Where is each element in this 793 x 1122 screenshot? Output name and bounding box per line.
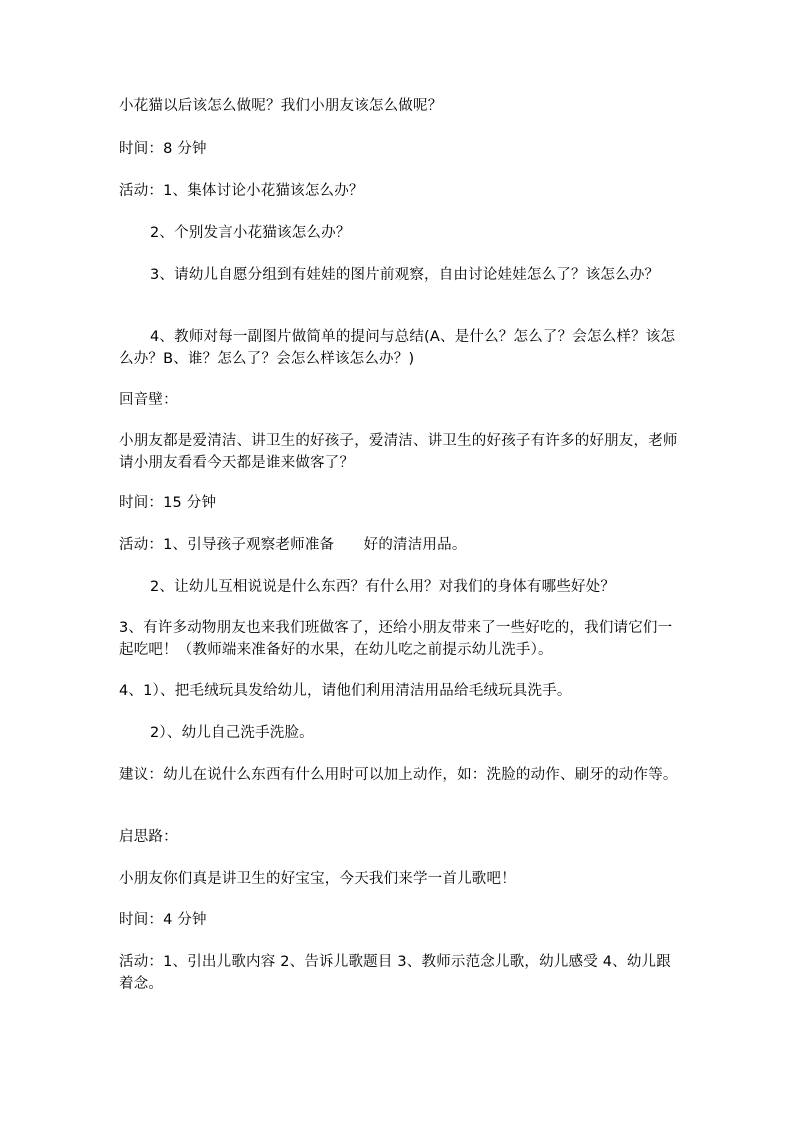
paragraph-activity-animals: 3、有许多动物朋友也来我们班做客了，还给小朋友带来了一些好吃的，我们请它们一起吃吧！（教师端来准备好的水果，在幼儿吃之前提示幼儿洗手）。 — [119, 620, 673, 658]
paragraph-1: 小花猫以后该怎么做呢？我们小朋友该怎么做呢？ — [119, 98, 443, 114]
paragraph-time-15: 时间：15 分钟 — [119, 495, 217, 511]
paragraph-activity-wash: 2）、幼儿自己洗手洗脸。 — [150, 725, 314, 741]
paragraph-suggestion: 建议：幼儿在说什么东西有什么用时可以加上动作，如：洗脸的动作、刷牙的动作等。 — [119, 767, 678, 783]
paragraph-activity-1: 活动：1、集体讨论小花猫该怎么办？ — [119, 183, 364, 199]
paragraph-activity-2: 2、个别发言小花猫该怎么办？ — [150, 225, 351, 241]
paragraph-activity-3: 3、请幼儿自愿分组到有娃娃的图片前观察，自由讨论娃娃怎么了？该怎么办？ — [150, 267, 660, 283]
paragraph-intro-guests: 小朋友都是爱清洁、讲卫生的好孩子，爱清洁、讲卫生的好孩子有许多的好朋友，老师请小朋友看看今天都是谁来做客了？ — [119, 433, 678, 471]
paragraph-activity-4: 4、教师对每一副图片做简单的提问与总结(A、是什么？怎么了？会怎么样？该怎么办？B、谁？怎么了？会怎么样该怎么办？) — [119, 329, 676, 367]
paragraph-time-4: 时间：4 分钟 — [119, 912, 207, 928]
paragraph-activity-toys: 4、1）、把毛绒玩具发给幼儿，请他们利用清洁用品给毛绒玩具洗手。 — [119, 683, 572, 699]
paragraph-activity-discuss: 2、让幼儿互相说说是什么东西？有什么用？对我们的身体有哪些好处？ — [150, 579, 616, 595]
section-heading-echo-wall: 回音壁： — [119, 392, 178, 408]
paragraph-activity-song: 活动：1、引出儿歌内容 2、告诉儿歌题目 3、教师示范念儿歌，幼儿感受 4、幼儿跟着念。 — [119, 954, 671, 992]
paragraph-activity-observe: 活动：1、引导孩子观察老师准备 好的清洁用品。 — [119, 537, 467, 553]
section-heading-inspiration: 启思路： — [119, 829, 178, 845]
paragraph-time-8: 时间：8 分钟 — [119, 141, 207, 157]
paragraph-song-intro: 小朋友你们真是讲卫生的好宝宝，今天我们来学一首儿歌吧！ — [119, 871, 516, 887]
